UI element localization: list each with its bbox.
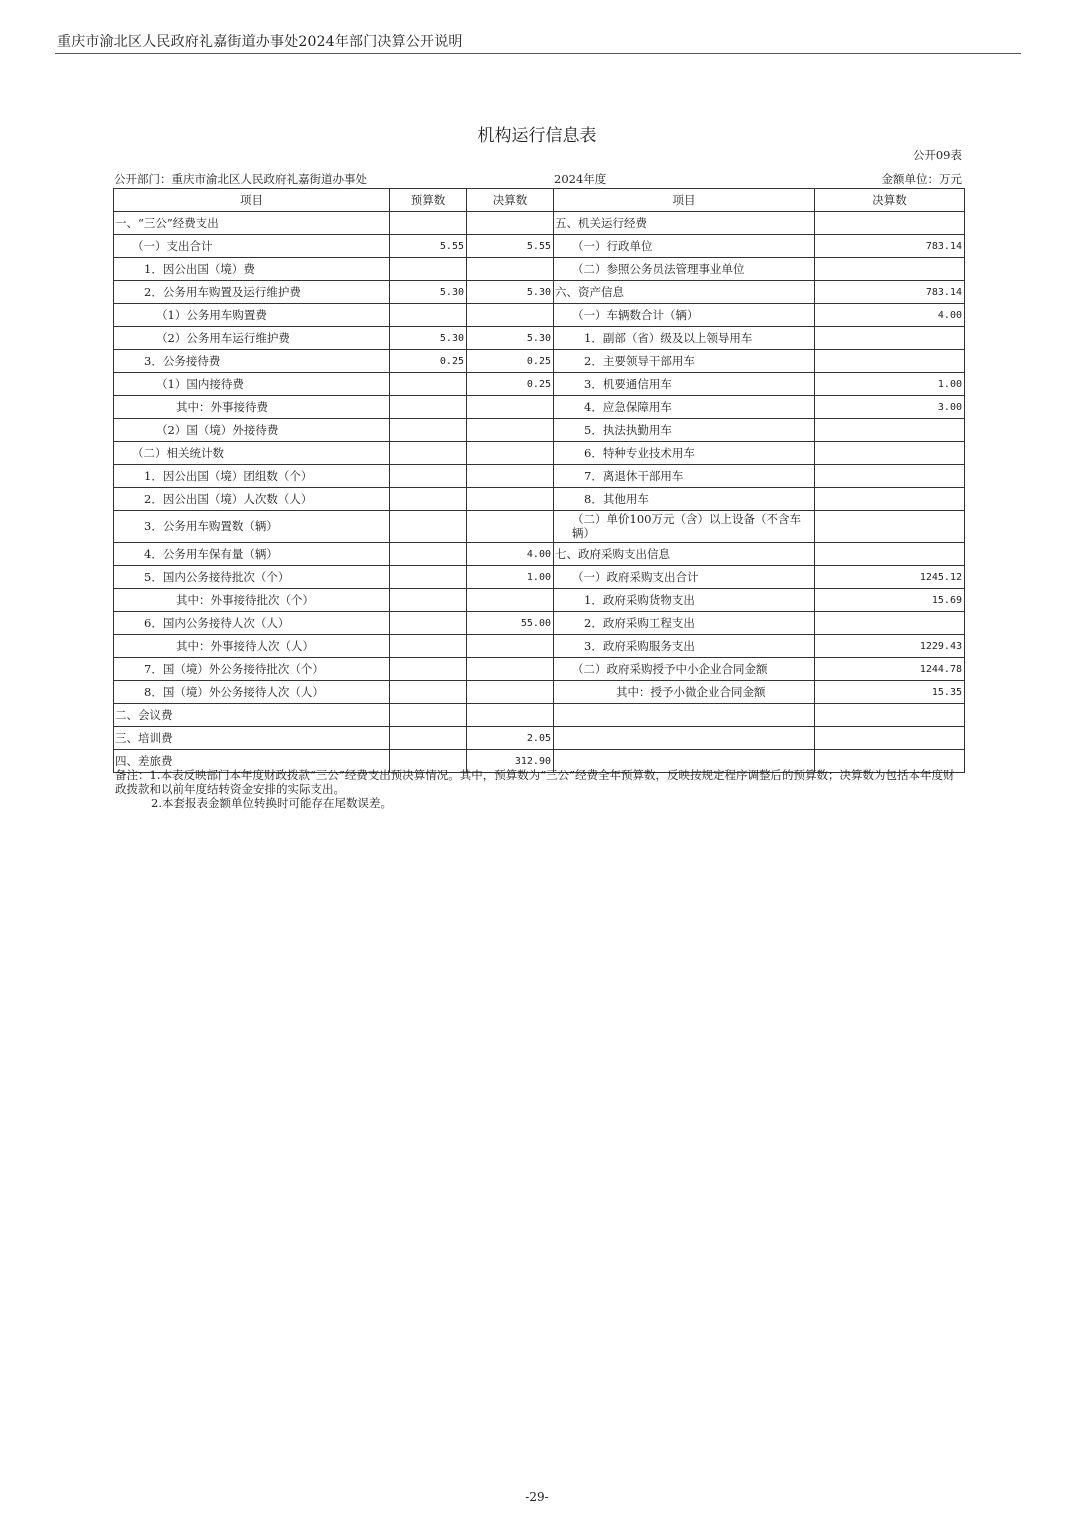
final-cell: 5.55	[467, 235, 554, 258]
right-final-cell: 15.69	[815, 589, 965, 612]
department-label: 公开部门：重庆市渝北区人民政府礼嘉街道办事处	[114, 172, 367, 186]
right-final-cell	[815, 465, 965, 488]
right-item-cell: 5．执法执勤用车	[554, 419, 815, 442]
final-cell	[467, 419, 554, 442]
page-number: -29-	[525, 1490, 549, 1504]
final-cell: 4.00	[467, 543, 554, 566]
right-final-cell	[815, 511, 965, 543]
right-final-cell: 783.14	[815, 281, 965, 304]
right-final-cell: 1.00	[815, 373, 965, 396]
table-row	[114, 566, 965, 589]
table-row	[114, 589, 965, 612]
final-cell	[467, 304, 554, 327]
right-final-cell: 1229.43	[815, 635, 965, 658]
header-right-final: 决算数	[815, 189, 965, 212]
right-item-cell: 五、机关运行经费	[554, 212, 815, 235]
budget-cell	[390, 304, 467, 327]
table-row	[114, 635, 965, 658]
budget-cell	[390, 465, 467, 488]
right-final-cell	[815, 419, 965, 442]
final-cell	[467, 511, 554, 543]
left-item-cell: 7．国（境）外公务接待批次（个）	[114, 658, 390, 681]
budget-cell	[390, 566, 467, 589]
budget-cell	[390, 488, 467, 511]
fiscal-year-label: 2024年度	[554, 172, 607, 186]
table-id: 公开09表	[912, 148, 962, 162]
budget-cell	[390, 612, 467, 635]
budget-cell	[390, 419, 467, 442]
left-item-cell: 二、会议费	[114, 704, 390, 727]
left-item-cell: 3．公务接待费	[114, 350, 390, 373]
table-meta-row	[114, 171, 962, 187]
right-item-cell: 其中：授予小微企业合同金额	[554, 681, 815, 704]
table-row	[114, 373, 965, 396]
final-cell	[467, 258, 554, 281]
right-final-cell	[815, 727, 965, 750]
left-item-cell: 1．因公出国（境）费	[114, 258, 390, 281]
header-right-item: 项目	[554, 189, 815, 212]
institution-operation-table	[113, 188, 965, 773]
final-cell	[467, 465, 554, 488]
right-final-cell: 783.14	[815, 235, 965, 258]
final-cell	[467, 635, 554, 658]
table-row	[114, 612, 965, 635]
table-row	[114, 465, 965, 488]
page-title: 机构运行信息表	[477, 126, 597, 146]
final-cell: 1.00	[467, 566, 554, 589]
left-item-cell: 三、培训费	[114, 727, 390, 750]
budget-cell	[390, 681, 467, 704]
budget-cell	[390, 543, 467, 566]
table-row	[114, 658, 965, 681]
final-cell	[467, 442, 554, 465]
right-final-cell	[815, 704, 965, 727]
right-item-cell: （二）参照公务员法管理事业单位	[554, 258, 815, 281]
budget-cell: 5.30	[390, 281, 467, 304]
budget-cell: 0.25	[390, 350, 467, 373]
final-cell: 0.25	[467, 350, 554, 373]
budget-cell	[390, 258, 467, 281]
right-item-cell: （二）单价100万元（含）以上设备（不含车辆）	[554, 511, 815, 543]
note-1: 备注：1.本表反映部门本年度财政拨款“三公”经费支出预决算情况。其中，预算数为“三公”经费全年预算数，反映按规定程序调整后的预算数；决算数为包括本年度财政拨款和以前年度结转资金安排的实际支出。	[115, 768, 955, 796]
right-final-cell	[815, 488, 965, 511]
table-row	[114, 543, 965, 566]
budget-cell	[390, 635, 467, 658]
right-item-cell: 7．离退休干部用车	[554, 465, 815, 488]
final-cell	[467, 681, 554, 704]
budget-cell	[390, 589, 467, 612]
budget-cell	[390, 212, 467, 235]
right-item-cell: 七、政府采购支出信息	[554, 543, 815, 566]
table-row	[114, 327, 965, 350]
final-cell: 2.05	[467, 727, 554, 750]
right-final-cell: 1244.78	[815, 658, 965, 681]
left-item-cell: （2）国（境）外接待费	[114, 419, 390, 442]
right-final-cell	[815, 212, 965, 235]
running-header: 重庆市渝北区人民政府礼嘉街道办事处2024年部门决算公开说明	[57, 34, 463, 50]
right-final-cell	[815, 327, 965, 350]
budget-cell	[390, 442, 467, 465]
table-header-row	[114, 189, 965, 212]
right-final-cell: 1245.12	[815, 566, 965, 589]
right-final-cell	[815, 258, 965, 281]
right-item-cell: （一）车辆数合计（辆）	[554, 304, 815, 327]
left-item-cell: 4．公务用车保有量（辆）	[114, 543, 390, 566]
left-item-cell: （2）公务用车运行维护费	[114, 327, 390, 350]
final-cell: 55.00	[467, 612, 554, 635]
final-cell	[467, 212, 554, 235]
right-item-cell: 8．其他用车	[554, 488, 815, 511]
right-item-cell: （一）政府采购支出合计	[554, 566, 815, 589]
header-final: 决算数	[467, 189, 554, 212]
header-left-item: 项目	[114, 189, 390, 212]
right-item-cell: 六、资产信息	[554, 281, 815, 304]
right-item-cell	[554, 704, 815, 727]
table-row	[114, 350, 965, 373]
table-row	[114, 212, 965, 235]
final-cell	[467, 704, 554, 727]
final-cell: 5.30	[467, 327, 554, 350]
final-cell: 0.25	[467, 373, 554, 396]
left-item-cell: 2．因公出国（境）人次数（人）	[114, 488, 390, 511]
budget-cell	[390, 396, 467, 419]
left-item-cell: 8．国（境）外公务接待人次（人）	[114, 681, 390, 704]
right-final-cell	[815, 543, 965, 566]
table-row	[114, 419, 965, 442]
left-item-cell: 一、“三公”经费支出	[114, 212, 390, 235]
left-item-cell: 其中：外事接待费	[114, 396, 390, 419]
budget-cell	[390, 727, 467, 750]
right-final-cell: 15.35	[815, 681, 965, 704]
table-row	[114, 281, 965, 304]
right-final-cell: 3.00	[815, 396, 965, 419]
budget-cell	[390, 511, 467, 543]
budget-cell: 5.30	[390, 327, 467, 350]
right-item-cell: 1．政府采购货物支出	[554, 589, 815, 612]
left-item-cell: 其中：外事接待批次（个）	[114, 589, 390, 612]
table-row	[114, 235, 965, 258]
budget-cell	[390, 658, 467, 681]
table-row	[114, 704, 965, 727]
right-item-cell: 3．机要通信用车	[554, 373, 815, 396]
right-final-cell	[815, 612, 965, 635]
left-item-cell: （1）国内接待费	[114, 373, 390, 396]
right-item-cell: 4．应急保障用车	[554, 396, 815, 419]
note-2: 2.本套报表金额单位转换时可能存在尾数误差。	[151, 796, 392, 810]
final-cell	[467, 488, 554, 511]
left-item-cell: 四、差旅费	[114, 750, 390, 773]
left-item-cell: 1．因公出国（境）团组数（个）	[114, 465, 390, 488]
right-item-cell: 3．政府采购服务支出	[554, 635, 815, 658]
left-item-cell: 其中：外事接待人次（人）	[114, 635, 390, 658]
table-row	[114, 511, 965, 543]
final-cell: 312.90	[467, 750, 554, 773]
table-notes	[115, 768, 964, 810]
right-final-cell	[815, 442, 965, 465]
right-item-cell: 1．副部（省）级及以上领导用车	[554, 327, 815, 350]
header-budget: 预算数	[390, 189, 467, 212]
final-cell	[467, 589, 554, 612]
right-final-cell	[815, 350, 965, 373]
budget-cell	[390, 704, 467, 727]
table-row	[114, 488, 965, 511]
table-row	[114, 727, 965, 750]
table-row	[114, 396, 965, 419]
budget-cell	[390, 373, 467, 396]
left-item-cell: 6．国内公务接待人次（人）	[114, 612, 390, 635]
left-item-cell: 3．公务用车购置数（辆）	[114, 511, 390, 543]
right-item-cell: （一）行政单位	[554, 235, 815, 258]
right-item-cell: （二）政府采购授予中小企业合同金额	[554, 658, 815, 681]
right-item-cell: 6．特种专业技术用车	[554, 442, 815, 465]
right-item-cell	[554, 727, 815, 750]
left-item-cell: 5．国内公务接待批次（个）	[114, 566, 390, 589]
left-item-cell: （二）相关统计数	[114, 442, 390, 465]
header-rule	[55, 53, 1021, 54]
table-row	[114, 304, 965, 327]
right-item-cell: 2．主要领导干部用车	[554, 350, 815, 373]
table-row	[114, 258, 965, 281]
right-item-cell: 2．政府采购工程支出	[554, 612, 815, 635]
left-item-cell: （1）公务用车购置费	[114, 304, 390, 327]
left-item-cell: 2．公务用车购置及运行维护费	[114, 281, 390, 304]
table-row	[114, 442, 965, 465]
right-final-cell: 4.00	[815, 304, 965, 327]
final-cell: 5.30	[467, 281, 554, 304]
budget-cell: 5.55	[390, 235, 467, 258]
table-row	[114, 681, 965, 704]
final-cell	[467, 658, 554, 681]
unit-label: 金额单位：万元	[881, 172, 962, 186]
left-item-cell: （一）支出合计	[114, 235, 390, 258]
final-cell	[467, 396, 554, 419]
